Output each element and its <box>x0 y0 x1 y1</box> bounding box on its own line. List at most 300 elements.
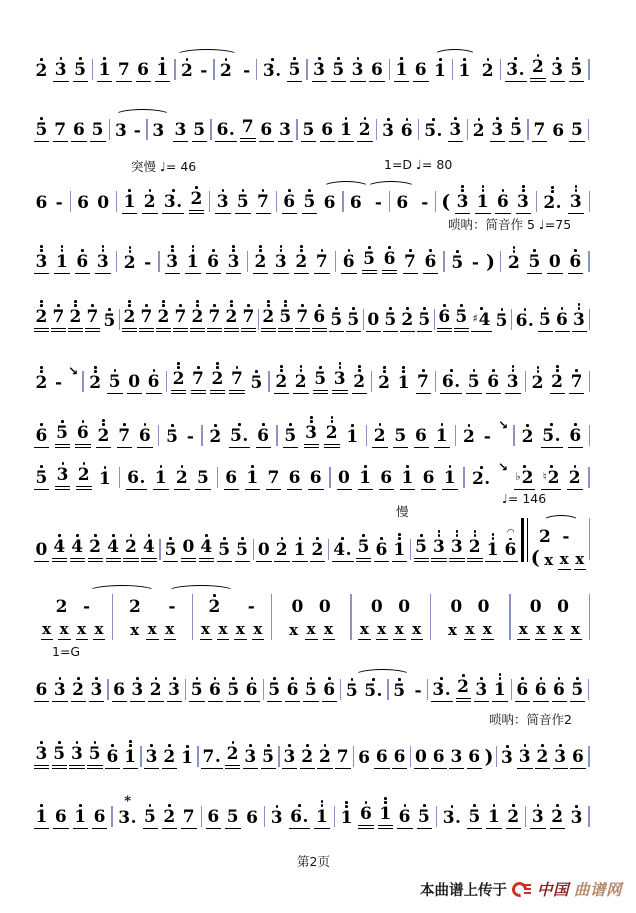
note: 1 <box>153 457 168 490</box>
note: 5 <box>102 300 117 332</box>
percussion-note: x <box>377 620 387 638</box>
octave-dot-icon <box>456 530 459 533</box>
page-number: 第2页 <box>297 854 330 869</box>
music-line-2 <box>34 108 590 142</box>
note: 5 <box>163 529 178 562</box>
note: 5 <box>226 807 240 827</box>
note: 1 <box>339 797 354 829</box>
barline <box>427 679 428 700</box>
rest-note: 0 <box>291 597 304 617</box>
note: 2 <box>506 796 521 829</box>
barline <box>410 746 411 767</box>
note: 2 <box>68 296 83 332</box>
percussion-note: x <box>575 550 585 568</box>
barline <box>166 371 167 392</box>
double-barline-icon <box>521 518 528 562</box>
barline <box>589 371 590 392</box>
note: 5 <box>91 120 104 140</box>
note: 3 <box>130 669 145 702</box>
music-line-5 <box>34 298 590 332</box>
note: 3 <box>273 241 288 274</box>
note: 7 <box>117 415 132 448</box>
note: 2 <box>352 361 367 394</box>
note: 5 <box>383 299 398 332</box>
note: 5 <box>87 733 102 769</box>
note: 3 <box>516 181 531 214</box>
octave-dot-icon <box>267 300 270 303</box>
note: 2 <box>142 181 157 214</box>
barline <box>158 425 159 446</box>
barline <box>588 251 589 272</box>
barline <box>116 191 117 212</box>
note: 2 <box>274 361 289 394</box>
note: ♮2 <box>541 457 561 490</box>
note: 6 <box>370 60 384 80</box>
octave-dot-icon <box>402 366 405 369</box>
note: 2 <box>171 358 186 394</box>
note: 1 <box>394 49 409 82</box>
percussion-note: x <box>289 621 299 639</box>
note: 5 <box>344 670 359 702</box>
note: 5 <box>454 296 469 332</box>
note: 6 <box>374 529 389 562</box>
note: 2 <box>34 296 49 332</box>
note: 2. <box>542 182 564 214</box>
barline <box>588 806 589 827</box>
note: 3 <box>226 241 241 274</box>
rest-note: 0 <box>477 597 491 617</box>
percussion-note: x <box>536 620 546 638</box>
slur-arc-icon <box>323 180 369 214</box>
barline <box>371 371 372 392</box>
note: 6 <box>415 426 428 446</box>
note: 2 <box>179 50 194 82</box>
barline <box>185 679 186 700</box>
slur-arc-icon <box>176 48 238 82</box>
octave-dot-icon <box>192 245 195 248</box>
dash-note: - <box>186 427 195 447</box>
percussion-note: x <box>559 550 570 568</box>
note: 2 <box>55 597 68 617</box>
note: 6 <box>515 669 530 702</box>
note: 3. <box>162 181 184 214</box>
barline <box>467 119 468 140</box>
barline <box>209 191 210 212</box>
note: 6 <box>555 299 570 332</box>
duet-measure <box>272 588 350 640</box>
note: 7 <box>533 120 546 140</box>
note: 1 <box>345 416 360 448</box>
music-line-3 <box>34 180 590 214</box>
accidental-icon: ♭ <box>515 470 522 483</box>
note: 6 <box>72 120 86 140</box>
slur-arc-icon <box>89 584 155 618</box>
barline <box>116 251 117 272</box>
note: 6 <box>322 669 337 702</box>
duet-bottom-voice <box>431 618 509 640</box>
note: 1 <box>314 796 329 829</box>
note: 6. <box>289 796 311 829</box>
percussion-note: x <box>306 620 317 638</box>
note: 3 <box>34 733 49 769</box>
barline <box>340 679 341 700</box>
octave-dot-icon <box>398 533 401 536</box>
octave-dot-icon <box>578 303 581 306</box>
note: 2 <box>224 296 239 332</box>
note: 1 <box>122 181 137 214</box>
note: 1 <box>97 49 112 82</box>
note: 5 <box>287 49 302 82</box>
octave-dot-icon <box>102 419 105 422</box>
barline <box>247 251 248 272</box>
note: 3 <box>34 241 49 274</box>
slur-arc-icon <box>355 668 410 702</box>
note: 6 <box>358 793 373 829</box>
dash-note: - <box>374 193 383 213</box>
duet-bottom-voice <box>272 618 350 640</box>
parenthesis: ) <box>484 746 494 768</box>
barline <box>201 806 202 827</box>
music-line-10 <box>34 588 590 640</box>
note: 1 <box>485 529 500 562</box>
note: 6 <box>34 415 49 448</box>
glide-down-icon: ↘ <box>68 364 79 378</box>
note: 7 <box>314 241 329 274</box>
note: 5 <box>235 181 250 214</box>
octave-dot-icon <box>461 185 464 188</box>
music-line-1 <box>34 48 590 82</box>
note: 5 <box>467 796 482 829</box>
barline <box>107 679 108 700</box>
duet-bottom-voice <box>34 618 112 640</box>
barline <box>256 59 257 80</box>
note: 6 <box>137 415 152 448</box>
barline <box>513 425 514 446</box>
barline <box>158 251 159 272</box>
barline <box>335 251 336 272</box>
barline <box>159 539 160 560</box>
barline <box>588 467 589 488</box>
percussion-note: x <box>447 621 458 639</box>
note: 2 <box>520 416 535 448</box>
note: 7 <box>207 296 222 332</box>
barline <box>111 806 112 827</box>
note: 1 <box>492 669 507 702</box>
note: 6. <box>514 300 536 332</box>
note: 2 <box>34 50 49 82</box>
accidental-icon: ♯ <box>472 312 479 325</box>
note: 2 <box>148 669 163 702</box>
note: 3 <box>174 120 187 140</box>
note: 3 <box>69 733 84 769</box>
octave-dot-icon <box>512 365 515 368</box>
note: 4 <box>52 526 67 562</box>
duet-measure <box>352 588 430 640</box>
note: 3 <box>474 669 489 702</box>
note: 7 <box>403 241 418 274</box>
note: 6 <box>380 468 393 488</box>
note: 2 <box>317 736 332 769</box>
note: 6 <box>260 120 273 140</box>
annotation: 慢 <box>396 504 409 519</box>
note: 2 <box>190 296 205 332</box>
note: 6 <box>246 808 259 828</box>
note: 5 <box>261 736 276 769</box>
note: 6 <box>399 110 414 142</box>
barline <box>500 251 501 272</box>
annotation: 1=D ♩= 80 <box>384 157 453 172</box>
note: 2 <box>480 50 495 82</box>
percussion-note: x <box>77 620 87 638</box>
octave-dot-icon <box>129 740 132 743</box>
note: 6 <box>35 193 48 213</box>
note: 2 <box>274 529 289 562</box>
note: 1 <box>245 457 260 490</box>
note: 5 <box>417 299 432 332</box>
music-line-12 <box>34 735 590 769</box>
note: 7 <box>182 807 196 827</box>
note: 5 <box>193 120 206 140</box>
note: 1 <box>475 181 490 214</box>
dash-note: - <box>133 121 142 141</box>
note: 1 <box>457 50 472 82</box>
octave-dot-icon <box>94 366 97 369</box>
barline <box>264 806 265 827</box>
note: 5 <box>235 529 250 562</box>
note: 6 <box>54 807 68 827</box>
note: 5 <box>52 733 67 769</box>
note: 3 <box>431 526 446 562</box>
note: 5. <box>423 110 445 142</box>
note: 3 <box>572 299 587 332</box>
barline <box>588 746 589 767</box>
note: 2 <box>539 527 552 547</box>
barline <box>525 371 526 392</box>
note: 3. <box>505 49 527 82</box>
octave-dot-icon <box>474 530 477 533</box>
duet-bottom-voice <box>193 618 271 640</box>
rest-note: 0 <box>367 310 380 330</box>
note: 5 <box>466 361 481 394</box>
note: 5 <box>570 669 585 702</box>
barline <box>197 746 198 767</box>
note: 2 <box>156 296 171 332</box>
note: 7 <box>139 296 154 332</box>
watermark-text: 本曲谱上传于 <box>419 882 507 899</box>
annotation: 唢呐：简音作 5 ♩=75 <box>448 217 572 232</box>
octave-dot-icon <box>383 366 386 369</box>
dash-note: - <box>168 597 176 617</box>
note: 2 <box>88 526 103 562</box>
note: 5 <box>527 241 542 274</box>
octave-dot-icon <box>551 186 554 189</box>
note: 6 <box>285 669 300 702</box>
note: 2 <box>372 415 387 448</box>
barline <box>589 594 590 640</box>
note: 6 <box>437 296 452 332</box>
percussion-note: x <box>165 620 175 638</box>
note: 6 <box>552 121 565 141</box>
note: 2 <box>293 361 308 394</box>
slur-arc-icon <box>367 180 415 214</box>
octave-dot-icon <box>40 245 43 248</box>
note: 7 <box>267 468 280 488</box>
note: 6 <box>312 296 327 332</box>
dash-note: - <box>421 193 429 213</box>
duet-measure <box>431 588 509 640</box>
note: 7 <box>117 60 131 80</box>
music-line-4 <box>34 240 590 274</box>
note: 7 <box>54 120 67 140</box>
note: 3. <box>431 669 453 702</box>
note: 3 <box>144 736 159 769</box>
music-line-9 <box>34 527 590 569</box>
annotation: ♩= 146 <box>502 491 547 506</box>
percussion-note: x <box>235 620 246 638</box>
note: 3. <box>261 50 283 82</box>
duet-bottom-voice <box>113 618 191 640</box>
note: * 3. <box>118 793 137 828</box>
note: 7 <box>241 296 256 332</box>
note: 6 <box>422 468 435 488</box>
octave-dot-icon <box>339 362 342 365</box>
octave-dot-icon <box>232 245 235 248</box>
note: 2 <box>471 110 486 142</box>
note: 3 <box>455 181 470 214</box>
note: 2 <box>530 362 545 394</box>
rest-note: 0 <box>450 597 463 617</box>
note: 2 <box>261 296 276 332</box>
note: 5 <box>362 238 377 274</box>
note: 1 <box>400 457 415 490</box>
note: 6 <box>341 241 356 274</box>
note: 2 <box>535 736 550 769</box>
octave-dot-icon <box>216 362 219 365</box>
octave-dot-icon <box>522 185 525 188</box>
annotation: 1=G <box>52 644 81 659</box>
barline <box>389 59 390 80</box>
octave-dot-icon <box>438 530 441 533</box>
note: 5 <box>569 49 584 82</box>
note: 1 <box>73 796 88 829</box>
note: 1 <box>486 796 501 829</box>
note: 3 <box>52 669 67 702</box>
note: 6 <box>349 193 363 213</box>
slur-arc-icon <box>543 514 579 548</box>
rest-note: 0 <box>257 540 271 560</box>
glide-down-icon: ↘ <box>498 460 509 474</box>
note: 2 <box>530 46 545 82</box>
note: 5 <box>278 296 293 332</box>
note: 1 <box>378 793 393 829</box>
note: 4 <box>199 526 214 562</box>
note: 1 <box>292 529 307 562</box>
note: 7 <box>51 296 66 332</box>
note: 5 <box>450 242 465 274</box>
note: 5 <box>226 669 241 702</box>
note: 5 <box>346 299 361 332</box>
percussion-note: x <box>42 620 52 638</box>
note: 2 <box>123 526 138 562</box>
stacked-ending <box>531 518 586 570</box>
note: 2 <box>400 299 415 332</box>
note: 6 <box>382 238 397 274</box>
note: 2 <box>550 796 565 829</box>
note: 5 <box>302 181 317 214</box>
note: 3 <box>243 736 258 769</box>
note: 1 <box>123 736 138 769</box>
note: 1 <box>434 415 449 448</box>
barline <box>588 679 589 700</box>
dash-note: - <box>471 253 480 273</box>
note: 3 <box>165 241 180 274</box>
note: 2 <box>462 416 477 448</box>
barline <box>210 119 211 140</box>
note: 5 <box>509 109 524 142</box>
rest-note: 0 <box>557 597 570 617</box>
barline <box>70 191 71 212</box>
duet-bottom-voice <box>511 618 589 640</box>
rest-note: 0 <box>529 597 543 617</box>
barline <box>306 59 307 80</box>
note: 6 <box>75 412 90 448</box>
note: 6 <box>309 468 323 488</box>
note: 2 <box>310 529 325 562</box>
note: 2 <box>96 415 111 448</box>
rest-note: 0 <box>97 193 110 213</box>
note: 1 <box>34 796 49 829</box>
note: 5. <box>363 670 385 702</box>
note: 1 <box>396 362 411 394</box>
octave-dot-icon <box>162 300 165 303</box>
note: 5 <box>538 299 553 332</box>
note: 7 <box>295 296 310 332</box>
barline <box>511 679 512 700</box>
percussion-note: x <box>359 620 370 638</box>
note: 2 <box>162 796 177 829</box>
note: 5 <box>417 796 432 829</box>
note: 6 <box>414 60 428 80</box>
note: 5 <box>267 669 282 702</box>
note: 6 <box>288 468 301 488</box>
note: 3 <box>304 412 319 448</box>
dash-note: - <box>247 597 256 617</box>
note: 6 <box>105 736 120 769</box>
barline <box>435 371 436 392</box>
note: 6 <box>495 181 510 214</box>
octave-dot-icon <box>310 416 313 419</box>
note: 2. <box>470 458 492 490</box>
barline <box>278 746 279 767</box>
note: 7 <box>85 296 100 332</box>
note: 1 <box>97 458 112 490</box>
octave-dot-icon <box>230 300 233 303</box>
note: 2 <box>210 358 225 394</box>
barline <box>435 191 436 212</box>
note: 3 <box>381 110 396 142</box>
note: 5 <box>329 299 344 332</box>
music-line-13 <box>34 795 590 829</box>
octave-dot-icon <box>300 365 303 368</box>
octave-dot-icon <box>331 416 334 419</box>
rest-note: 0 <box>338 468 351 488</box>
octave-dot-icon <box>196 300 199 303</box>
barline <box>82 371 83 392</box>
note: 3 <box>450 747 463 767</box>
note: 1 <box>433 50 448 82</box>
note: 5. <box>229 415 251 448</box>
note: 5 <box>55 412 70 448</box>
